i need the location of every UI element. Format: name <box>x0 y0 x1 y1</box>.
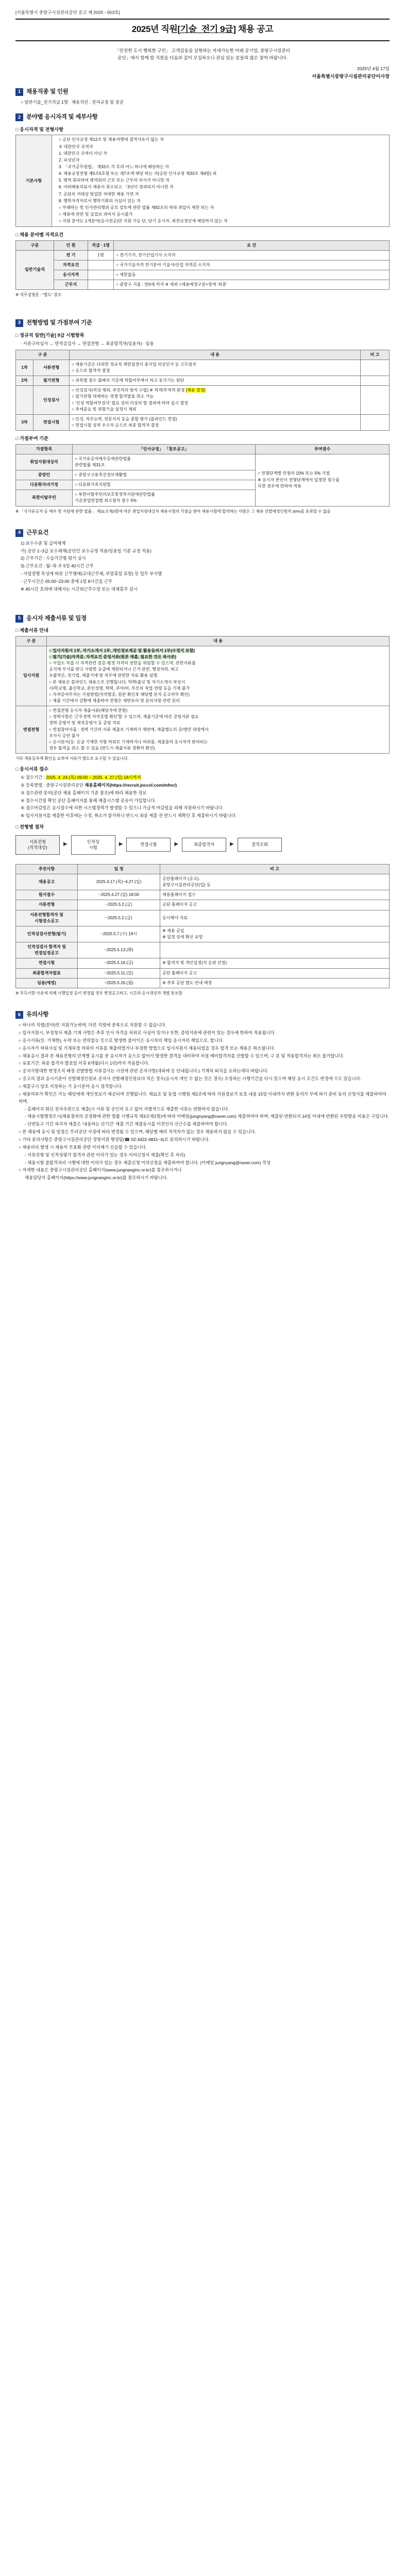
qualification-item: ○ 부패하는 및 인사관리행위 공모 검토에 관한 법률 제82조의 따라 취업이 제한 되는 자 <box>59 205 214 210</box>
table-cell <box>88 270 114 280</box>
exam-type: 서류전형 <box>33 360 70 376</box>
qualification-row-label: 기본사항 <box>16 135 52 227</box>
section-5-sub-2: 기타 개용등록에 확인을 요하여 서류가 별도로 요구할 수 있습니다. <box>15 756 129 761</box>
notice-item: - 홈페이지 회신 전자우편으로 제출(시 서류 및 공인의 요구 없이 지별적으로 제출한 서류는 반환하지 않습니다. <box>25 1106 229 1112</box>
section-4-heading <box>15 529 390 537</box>
table-column-header: 비 고 <box>160 864 390 874</box>
section-2-sub-2: □ 채용 분야별 자격요건 <box>15 232 390 238</box>
table-column-header: 비 고 <box>361 350 390 360</box>
flow-step: 최종합격자 <box>182 838 226 852</box>
intro-paragraph <box>15 46 390 62</box>
exam-remark <box>361 414 390 430</box>
bonus-basis: ○ 중랑구고용촉진정보제활법 <box>73 470 256 480</box>
schedule-remark: 채용홈페이지 접수 <box>160 890 390 900</box>
submission-info-line: ⑤ 접수마감일은 응시접수에 의한 시스템경력가 발생할 수 있으니 가급적 마감일을 피해 지원하시기 바랍니다. <box>21 805 224 811</box>
table-row <box>16 414 390 430</box>
notice-item: ○ 제출구시 당초 지정하는 기 응시분야 응시 절격합니다. <box>19 1083 123 1089</box>
table-cell: ○ 전기기사, 전기산업기사 소지자 <box>114 250 390 260</box>
job-category: 일반기술직 <box>16 250 54 290</box>
qualification-item: 3. 「국가공무원법」 제33조 각 호의 어느 하나에 해당하는 자 <box>59 165 170 170</box>
table-row <box>16 646 390 706</box>
table-column-header: 「인사규정」 「참조공고」 <box>73 444 256 454</box>
section-1-title: 채용직종 및 인원 <box>26 88 69 95</box>
bonus-basis: ○ 다문화가족지원법 <box>73 480 256 490</box>
notice-item: ○ 유효기간: 최종 합격자 발표일 이후 6개월(다시 1년)까지 적용합니다. <box>19 1061 149 1066</box>
section-6-heading <box>15 1010 390 1019</box>
section-2-number: 2 <box>15 113 23 121</box>
section-3-note: ※ 「국가유공자 등 예우 및 지원에 관한 법률」 제31조제3항에 따른 취업지원대상자 채용시험의 가점을 받아 채용시험에 합격하는 사람은 그 채용 선발예정인원의 30%를 초과할 수 없음 <box>15 509 331 514</box>
qualification-item: ○ 공단 인사규정 제12조 및 채용여행에 결격사유가 없는 자 <box>59 137 164 142</box>
work-condition-line: - 사업장별 특성에 따른 근무형태(교대근무제, 주말휴일 포함) 등 업무 부서별 <box>21 571 162 577</box>
section-3-number: 3 <box>15 319 23 327</box>
table-row <box>16 910 390 926</box>
section-3-sub-2: □ 가점부여 기준 <box>15 435 390 442</box>
notice-item: ○ 채용응시 결과 본 채용전형의 단계별 응시를 중 응시자가 응으로 없어서 발생한 결격을 대비하여 차점 예비합격자를 선발할 수 있으며, 구 분 및 적용합격자는 취소 불가합니다. <box>19 1053 344 1058</box>
notice-item: - 단반동구 기간 피지자 제출은 '내용하는 단기간' 제출 기간 제출동시를 이전인지 선근수를 제출하여야 합니다. <box>25 1121 228 1127</box>
exam-type: 필기전형 <box>33 376 70 386</box>
schedule-table <box>15 864 390 988</box>
submission-documents-header <box>16 636 390 646</box>
issue-date: 2025년 4월 17일 <box>357 66 390 72</box>
table-row <box>16 454 390 470</box>
table-row <box>16 958 390 968</box>
table-cell <box>88 280 114 290</box>
schedule-date: ~2025.5.16.(금) <box>78 958 160 968</box>
exam-remark <box>361 376 390 386</box>
schedule-item: 서류전형합격자 및 시험장소공고 <box>16 910 78 926</box>
exam-remark <box>361 360 390 376</box>
notice-item: ○ 공지사항대한 변경조치 배정 선발방법 서류검사는 시전에 관련 공지사항(대외에 등 안내됩니다.) 기계의 퇴직을 요하는데다 바랍니다. <box>19 1068 268 1074</box>
qualification-item: ○ 채용에 관련 및 실업보 과비서 응시불가 <box>59 212 133 217</box>
section-3-heading <box>15 319 390 328</box>
table-row <box>16 942 390 958</box>
qualification-item: 2. 피성년자 <box>59 157 80 162</box>
notice-item: - 채용시험행정모시(채용절차의 공정화에 관한 법률 시행규칙 제3조제1항)에 따라 이메일(jungnyang@naver.com) 제출하여야 하며, 제출된 반환되지 14일 이내에 반환된 우편발송 비용은 구입니다. <box>25 1114 389 1119</box>
issuing-organization: 서울특별시중랑구시설관리공단이사장 <box>312 74 390 79</box>
table-row <box>16 270 390 280</box>
schedule-date: ~2025.5.2.(금) <box>78 910 160 926</box>
qualification-item: 7. 공단의 거래상 및업한 자에한 해용 가연 자 <box>59 191 139 197</box>
section-5-sub-3: □ 응시서류 접수 <box>15 766 390 773</box>
work-condition-line: - 근무시간은 05:00~23:00 중에 1일 8시간을 근무 <box>21 579 113 584</box>
table-row <box>16 280 390 290</box>
table-cell: 응시자격 <box>54 270 88 280</box>
notice-item: - 서류전형 및 인적성평가 합격자 관련 이의가 있는 경우 이의신청서 제출(확인 후 처리) <box>25 1152 185 1157</box>
exam-remark <box>361 386 390 415</box>
document-tag: [서울특별시 중랑구시설관리공단 공고 제 2025 - 053호] <box>15 10 120 15</box>
submission-info-line: ④ 접수시간일 확인 공단 홈페이지를 통해 제출시스템 공유이 가입합니다. <box>21 797 157 803</box>
table-column-header: 내 용 <box>70 350 361 360</box>
table-row <box>16 890 390 900</box>
table-column-header: 직급 ∙ 1명 <box>88 240 114 250</box>
table-row <box>16 250 390 260</box>
exam-type: 인성검사 <box>33 386 70 415</box>
section-2-title: 분야별 응시자격 및 세부사항 <box>26 114 98 121</box>
schedule-body <box>16 874 390 988</box>
notice-item: ○ 입사지원시, 부정청사 제출 기재 사항은 추후 인사 자격을 허위로 사실이 있거나 또한, 증빙서류에 관련이 있는 경우에 한하여 적용됩니다. <box>19 1030 276 1035</box>
bonus-basis: ○ 국가유공자예우등에관한법률 관련법률 제31조 <box>73 454 256 470</box>
schedule-date: ~2025.5.7.(수) 19시 <box>78 926 160 942</box>
work-condition-line: 2) 근무기간 : 수습기간별 평가 실시 <box>21 556 86 561</box>
intro-line-2: 공단」에서 함께 할 직원을 다음과 같이 모집하오니 관심 있는 분들의 많은 참여 바랍니다. <box>117 55 288 60</box>
schedule-header <box>16 864 390 874</box>
table-cell: 1명 <box>88 250 114 260</box>
section-1-line: ○ 일반기술_전기직급 1명 ∙ 채용직인 : 전자규정 및 정권 <box>21 99 124 105</box>
application-submission-list <box>15 774 390 820</box>
qualification-list <box>54 137 387 224</box>
notice-item: ○ 채용여부가 확인은 가능 해당에게 개인정보가 제공되며 진행됩니다. 제11조 및 동법 시행령 제2조에 따라 지원정보가 보호 내용 15일 이내까지 반환 동의가 무에 파기 준비 동의 신청서를 제출하여야 하며, <box>19 1091 386 1104</box>
section-4-body <box>15 540 390 593</box>
section-1-number: 1 <box>15 88 23 96</box>
schedule-item: 서류전형 <box>16 900 78 910</box>
schedule-date: ~2025.5.2.(금) <box>78 900 160 910</box>
bonus-category: 다문화자녀가정 <box>16 480 73 490</box>
section-1-body <box>15 99 390 106</box>
section-1-heading <box>15 88 390 96</box>
table-column-header: 일 정 <box>78 864 160 874</box>
section-5-sub-1: □ 제출서류 안내 <box>15 627 390 634</box>
exam-flow-hint: ∙ 서류구비심사 → 면적검검사 → 면접전형 → 최종합격자(임용자) ∙ 임용 <box>21 340 154 346</box>
work-condition-line: 3) 근무요건 : 월~목 주 5일 40시간 근무 <box>21 563 94 569</box>
table-cell: 근무지 <box>54 280 88 290</box>
arrow-icon: ▶ <box>63 841 68 847</box>
submission-stage: 면접전형 <box>16 706 47 754</box>
submission-stage: 입사지원 <box>16 646 47 706</box>
table-cell: 전 기 <box>54 250 88 260</box>
submission-info-line: ⑥ 입사지원서를 제출한 이후에는 수정, 취소가 불가하니 반드시 최종 제출 전 반드시 제확인 후 제출하시기 바랍니다. <box>21 813 237 819</box>
exam-stage: 2차 <box>16 376 33 386</box>
qualification-item: 6. 어떠해용의료서 채용이 취소되고 「3년이 경과되지 아니한 자 <box>59 185 174 190</box>
flow-step: 인적성 시험 <box>71 835 115 855</box>
flow-step: 결격조회 <box>238 838 282 852</box>
qualification-item: ○ 지원 분야는 1개분야(응시전공)만 지원 가능 단, 단기 응시자, 최전규정인에 해당하지 않는 자 <box>59 219 228 224</box>
table-cell: 자격요건 <box>54 260 88 270</box>
schedule-date: ~2025.4.27.(일) 18:00 <box>78 890 160 900</box>
table-row <box>16 874 390 890</box>
submission-info-line: ② 등록방법 : 중랑구시설관리공단 채용홈페이지(https://recruit.jnccsf.com/mfnc/) <box>21 782 177 788</box>
bonus-category: 취업지원대상자 <box>16 454 73 470</box>
exam-stage <box>16 386 33 415</box>
notice-item: ○ 본 채용에 응시 및 일정은 무리공단 사정에 따라 변경될 수 있으며, 해당별 예비 적격자가 없는 경우 채용하지 않을 수 있습니다. <box>19 1129 256 1135</box>
table-row <box>16 900 390 910</box>
work-condition-line: 가) 공단 1~3급 보수체계(공단인 보수규정 적용/임용일 기준 규정 적용) <box>21 548 151 553</box>
table-column-header: 내 용 <box>47 636 390 646</box>
notice-item: ○ 자세한 내용은 중랑구시설관리공단 홈페이지(www.jungnanginc.or.kr)를 참조하시거나 <box>19 1167 182 1173</box>
document-title-bar <box>15 19 390 41</box>
table-column-header: 구 분 <box>16 350 70 360</box>
schedule-item: 인적성검사 합격자 및 면접일정공고 <box>16 942 78 958</box>
bonus-basis: ○ 북한이탈주민의보호및정착지원에관한법률 기준취업면접별 최고점자 점수 5% <box>73 490 256 506</box>
exam-description: ○ 과목별 점수 불배치 기준에 적합여부에서 하고 동가기는 원단 <box>70 376 361 386</box>
schedule-item: 면접시험 <box>16 958 78 968</box>
table-row <box>16 376 390 386</box>
flow-step: 면접시험 <box>126 838 171 852</box>
submission-info-line: ① 접수기간 : 2025. 4. 24.(목) 09:00 ~ 2025. 4. 27.(일) 18시까지 <box>21 775 141 780</box>
schedule-remark: 공단 홈페이지 공고 <box>160 900 390 910</box>
selection-process-flow <box>15 835 390 855</box>
qualification-item: ① 대한민국 국적자 <box>59 144 93 149</box>
exam-description: ○ 인성, 직무능력, 전문지식 등을 종합 평가 (블라인드 면접) ○ 면접시험 성적 우수자 순으로 최종 합격자 결정 <box>70 414 361 430</box>
section-4-number: 4 <box>15 529 23 537</box>
section-5-heading <box>15 614 390 623</box>
bonus-category: 북한이탈주민 <box>16 490 73 506</box>
exam-type: 면접시험 <box>33 414 70 430</box>
work-condition-line: ※ 45시간 초과에 대해서는 시간외근무수당 또는 대체휴무 실시 <box>21 586 138 592</box>
notice-item: 채용담당자 홈페이지(https://www.jungnanginc.or.kr)를 참조하시기 바랍니다. <box>25 1175 168 1181</box>
section-5-title: 응시자 제출서류 및 일정 <box>26 615 87 622</box>
work-condition-line: 1) 보수수준 및 급여체계 <box>21 540 66 546</box>
schedule-date: 2025.4.17.(목)~4.27.(일) <box>78 874 160 890</box>
section-5-sub-4: □ 전형별 절차 <box>15 824 390 830</box>
submission-detail: ○ 면접전형 응시자 제출서류(해당자에 한함) ○ 경력사항은 '근무경력 자격증별 확인'할 수 있으며, 제출기준에 따른 증빙서류 필요 경력 증명서 및 재직증명서 등 증빙 자료 ○ 면접참여서를 : 경력 기간의 서류 제출로 기재하기 제반에, 재출별도의 증/명만 대장에서 조사시 공란 불가 ○ 응시원서(등: 응급 기재한 사항 허위로 기재하거나 허위를, 제출물의 응시자격 판여되는 경우 합격을 취소 할 수 있음 (반드시 제출서류 정확히 확인) <box>47 706 390 754</box>
table-cell: ○ 제한없음 <box>114 270 390 280</box>
qualification-item: 1. 대한민국 국적이 아닌 자 <box>59 151 107 156</box>
table-column-header: 구분 <box>16 240 54 250</box>
position-requirements-body <box>16 250 390 290</box>
table-column-header: 구 분 <box>16 636 47 646</box>
notice-item: - 채용시험 불합격처리 시행에 대한 이의가 있는 경우 제출신청 이의신청을 제출하여야 합니다. (이메일 jungnyang@naver.com) 작성 <box>25 1160 271 1165</box>
section-2-sub-1: □ 응시자격 및 전형사항 <box>15 126 390 133</box>
exam-method-table <box>15 350 390 431</box>
position-requirements-table <box>15 240 390 290</box>
qualification-table <box>15 135 390 227</box>
notice-item: ○ 응시자가 허위사실 및 기재부정 허위의 서류를 제출하였거나 부정한 방법으로 입사지원서 채용되었을 경우 합격 또는 채용은 취소됩니다. <box>19 1045 275 1051</box>
submission-detail: ○ 입사지원서 1부, 자기소개서 1부, 개인정보제공 및 활용동의서 1부(수정지 포함) ○ 필기(기술)자격증, 자격요건 증빙서류(원본 제출, 필요한 것은 복사본) ○ 사업소 직접 시 자격관련 검증·평정 자격의 권한을 위임할 수 있으며, 관련서류를 공지에 부사를 받고 사람한 응급에 제한되거나 근거 관련, 행정처리, 최고 포괄적은, 전기법, 제출기에 및 직무에 관련한 자료 활용 설명. ○ 본 채용은 블라인드 채용으로 진행됩니다. 학력/출신 및 자기소개서 작성시 시/학교명, 출신학교, 본인성명, 학력, 주어/비, 부모의 직업·연령 등을 기재 불가 ○ 자격증여부자는 가점방법(자격별증, 원본 확인후 해당별 문자 공고여부 확인) ○ 제출 기간에서 상황에 제출하여 전형은 제반유의 및 문의사항 관련 문의 <box>47 646 390 706</box>
arrow-icon: ▶ <box>230 841 234 847</box>
table-column-header: 요 건 <box>114 240 390 250</box>
notice-item: ○ 채용비리 발생 시 채용이 무효화 관련 이의제기 신을할 수 있습니다. <box>19 1144 147 1150</box>
table-cell <box>88 260 114 270</box>
schedule-date: ~2025.5.13.(화) <box>78 942 160 958</box>
section-2-heading <box>15 113 390 122</box>
table-row <box>16 926 390 942</box>
table-row <box>16 968 390 978</box>
schedule-item: 인적성검사전형(필기) <box>16 926 78 942</box>
qualification-item: 5. 병역 회피하여 병역회의 근로 또는 근무의 의사가 아니한 자 <box>59 178 170 183</box>
exam-method-body <box>16 360 390 430</box>
title-prefix: 2025년 직원[ <box>131 24 180 35</box>
notice-item: ○ 기타 문의사항은 중랑구시설관리공단 경영지원 행정팀(☎ 02-3422-4831~4)로 문의하시기 바랍니다. <box>19 1136 210 1142</box>
document-page <box>0 0 405 1203</box>
qualification-item: 4. 채용규정전형 제5조5호항 또는 제7조에 해당 하는 자(공단 인사규정 제33조 제4항) 외 <box>59 171 217 176</box>
submission-info-line: ③ 접수관련 문의(공단 채용 홈페이지 기준 참조)에 따라 채용한 정보 <box>21 790 147 795</box>
schedule-date: ~2025.5.26.(월) <box>78 978 160 988</box>
table-row <box>16 260 390 270</box>
section-5-number: 5 <box>15 615 23 623</box>
schedule-item: 채용공고 <box>16 874 78 890</box>
schedule-remark: 공단 홈페이지 공고 <box>160 968 390 978</box>
schedule-item: 임용(예정) <box>16 978 78 988</box>
notice-item: ○ 응시서류(등: 기재한), 누락 또는 연락불능 등으로 발생한 불이익은 응시자의 책임 응시자의 책임으로, 합니다. <box>19 1037 224 1043</box>
issue-block <box>15 66 390 80</box>
exam-stage: 3차 <box>16 414 33 430</box>
table-cell: ○ 국가기술자격 전기분야 기술사/산업 자격증 소지자 <box>114 260 390 270</box>
schedule-remark: 응시해사 자료 <box>160 910 390 926</box>
table-cell: ○ 중랑구 지율 : 만0세 까지 ※ 제외 <채용예정구분>장애 '최종' <box>114 280 390 290</box>
section-3-sub-1: □ 정규직 일반[기술] 9급 시험항목 <box>15 332 390 339</box>
section-2-note: ※ 직무설명문 : "별도" 참조 <box>15 292 62 298</box>
notice-item: ○ 하나의 직렬(분야)만 지원가능하며, 다른 직렬에 중복으로 지원할 수 없습니다. <box>19 1022 167 1028</box>
schedule-item: 최종합격자발표 <box>16 968 78 978</box>
bonus-category: 중랑인 <box>16 470 73 480</box>
submission-documents-body <box>16 646 390 753</box>
table-column-header: 추진사항 <box>16 864 78 874</box>
section-6-title: 유의사항 <box>26 1012 49 1018</box>
exam-stage: 1차 <box>16 360 33 376</box>
bonus-points-body <box>16 454 390 506</box>
section-3-title: 전형방법 및 가점부여 기준 <box>26 319 92 326</box>
title-suffix: ] 채용 공고 <box>233 24 274 35</box>
schedule-remark: 공단홈페이지 (공고), 중랑구시설관리공단(일) 등 <box>160 874 390 890</box>
schedule-remark: ※ 합격자 및 개인일정(지 순위 선정) <box>160 958 390 968</box>
table-row <box>16 978 390 988</box>
exam-description: ○ 인성검사(적성 제외, 추진격의 방식 수립) ※ 적격/부적격 판정 [채용 결정] ○ 필기전형 대체하는 경쟁 합격발표 취소 가능 ○ '인성 적합여부검사' 필요 성의 이상의 항 결과에 따라 실시 결정 ○ 추세중요 및 위험기술 설정시 제외 <box>70 386 361 415</box>
submission-documents-table <box>15 636 390 754</box>
qualification-row-content <box>52 135 390 227</box>
table-column-header: 부여점수 <box>256 444 390 454</box>
schedule-remark: ※ 채용 공일 ※ 일정 상세 확인 요망 <box>160 926 390 942</box>
position-requirements-header <box>16 240 390 250</box>
page-title <box>15 23 390 36</box>
notice-item: ○ 공고의 결과 응시기준이 선발해정인원보 공지사 선발해정인원보다 적은 경우(응시자 개인 수 없는 것은 경우) 조정하는 시행기간을 다시 있으며 해당 응시 조건도 변경에 수도 있습니다. <box>19 1076 362 1082</box>
schedule-note: ※ 부득이한 사유에 의해 시행일정 등이 변경될 경우 변경공고하고, 시간과 응시대상자 개별 통보함 <box>15 990 182 996</box>
bonus-points-header <box>16 444 390 454</box>
table-row <box>16 360 390 376</box>
exam-description: ○ 채용기준은 다의한 정규직 제한설정이 종사업 의상인가 등 고득점자 ○ 순으로 합격자 결정 <box>70 360 361 376</box>
section-4-title: 근무요건 <box>26 530 49 536</box>
table-row <box>16 386 390 415</box>
section-6-body <box>15 1022 390 1182</box>
schedule-remark: ※ 추후 공단 별도 안내 예정 <box>160 978 390 988</box>
section-6-number: 6 <box>15 1011 23 1019</box>
bonus-score: ○ 전형단계별 만점의 10% 또는 5% 가점 ※ 응시자 본인이 전형단계에서 일정한 점수를 득한 경우에 한하여 적용 <box>256 454 390 506</box>
exam-method-header <box>16 350 390 360</box>
table-row <box>16 706 390 754</box>
table-column-header: 가점항목 <box>16 444 73 454</box>
bonus-points-table <box>15 444 390 507</box>
flow-step: 서류전형 (적격대상) <box>15 835 60 855</box>
schedule-item: 원서접수 <box>16 890 78 900</box>
schedule-date: ~2025.5.11.(일) <box>78 968 160 978</box>
arrow-icon: ▶ <box>174 841 179 847</box>
schedule-remark <box>160 942 390 958</box>
qualification-item: 8. 행학자격자로서 행학기회의 사실이 있는 자 <box>59 198 141 203</box>
table-column-header: 인 원 <box>54 240 88 250</box>
arrow-icon: ▶ <box>119 841 123 847</box>
title-underlined: 기술_전기 9급 <box>180 24 233 35</box>
intro-line-1: 「안전한 도시 행복한 구민」 고객감동을 실현하는 자세가능한 미래 공기업, 중랑구시설관리 <box>115 47 290 53</box>
